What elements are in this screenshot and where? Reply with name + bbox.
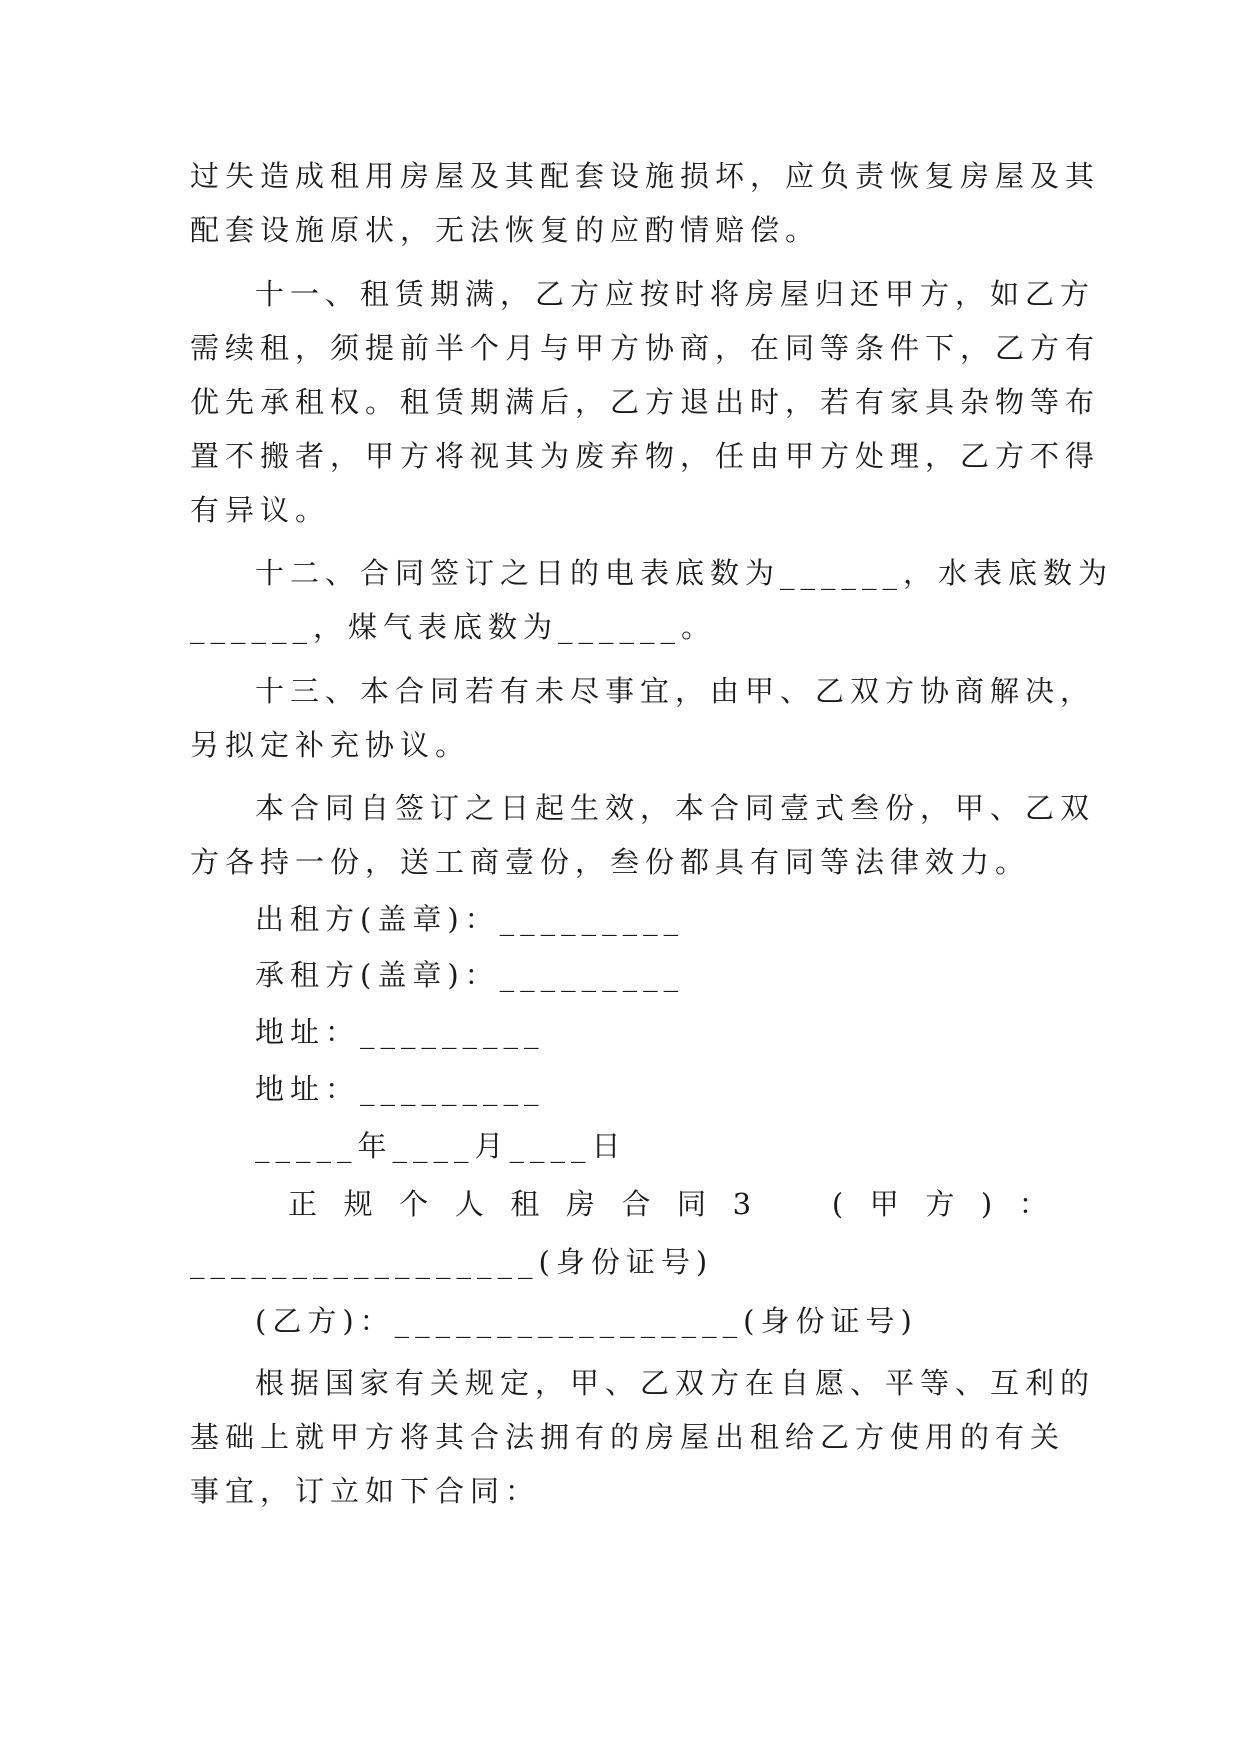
title-char: ： bbox=[1018, 1187, 1048, 1221]
lessor-signature-line: 出租方(盖章)：_________ bbox=[255, 902, 685, 936]
paragraph-line: 过失造成租用房屋及其配套设施损坏，应负责恢复房屋及其 bbox=[190, 159, 1101, 193]
title-char: 方 bbox=[925, 1187, 955, 1221]
title-char: 租 bbox=[510, 1187, 540, 1221]
paragraph-line: 基础上就甲方将其合法拥有的房屋出租给乙方使用的有关 bbox=[190, 1420, 1066, 1454]
address-line: 地址：_________ bbox=[255, 1072, 545, 1106]
paragraph-line: 有异议。 bbox=[190, 493, 331, 527]
clause-12-line: 十二、合同签订之日的电表底数为______，水表底数为 bbox=[255, 556, 1114, 590]
title-spacer bbox=[778, 1174, 806, 1234]
title-char: 个 bbox=[399, 1187, 429, 1221]
title-char: ( bbox=[831, 1187, 844, 1221]
date-line: _____年____月____日 bbox=[255, 1129, 627, 1163]
paragraph-line: 另拟定补充协议。 bbox=[190, 728, 471, 762]
effective-clause-line: 本合同自签订之日起生效，本合同壹式叁份，甲、乙双 bbox=[255, 791, 1096, 825]
paragraph-line: 方各持一份，送工商壹份，叁份都具有同等法律效力。 bbox=[190, 845, 1031, 879]
blank-underline: _________________ bbox=[190, 1245, 539, 1279]
paragraph-line: 配套设施原状，无法恢复的应酌情赔偿。 bbox=[190, 213, 821, 247]
party-b-line: (乙方)：_________________(身份证号) bbox=[255, 1304, 918, 1338]
contract-title-line bbox=[288, 1174, 1048, 1234]
title-char: 甲 bbox=[869, 1187, 899, 1221]
title-char: ) bbox=[980, 1187, 993, 1221]
id-label: (身份证号) bbox=[538, 1245, 714, 1279]
paragraph-line: 事宜，订立如下合同： bbox=[190, 1474, 541, 1508]
title-number: 3 bbox=[732, 1187, 752, 1221]
lessee-signature-line: 承租方(盖章)：_________ bbox=[255, 958, 685, 992]
paragraph-line: 置不搬者，甲方将视其为废弃物，任由甲方处理，乙方不得 bbox=[190, 439, 1101, 473]
title-char: 合 bbox=[621, 1187, 651, 1221]
clause-13-line: 十三、本合同若有未尽事宜，由甲、乙双方协商解决， bbox=[255, 674, 1096, 708]
paragraph-line: ______，煤气表底数为______。 bbox=[190, 610, 717, 644]
address-line: 地址：_________ bbox=[255, 1015, 545, 1049]
clause-11-line: 十一、租赁期满，乙方应按时将房屋归还甲方，如乙方 bbox=[255, 277, 1096, 311]
paragraph-line: 需续租，须提前半个月与甲方协商，在同等条件下，乙方有 bbox=[190, 331, 1101, 365]
title-char: 房 bbox=[565, 1187, 595, 1221]
title-char: 规 bbox=[343, 1187, 373, 1221]
title-char: 同 bbox=[677, 1187, 707, 1221]
party-a-id-line bbox=[190, 1232, 1060, 1292]
title-char: 人 bbox=[454, 1187, 484, 1221]
title-char: 正 bbox=[288, 1187, 318, 1221]
preamble-line: 根据国家有关规定，甲、乙双方在自愿、平等、互利的 bbox=[255, 1366, 1096, 1400]
paragraph-line: 优先承租权。租赁期满后，乙方退出时，若有家具杂物等布 bbox=[190, 385, 1101, 419]
